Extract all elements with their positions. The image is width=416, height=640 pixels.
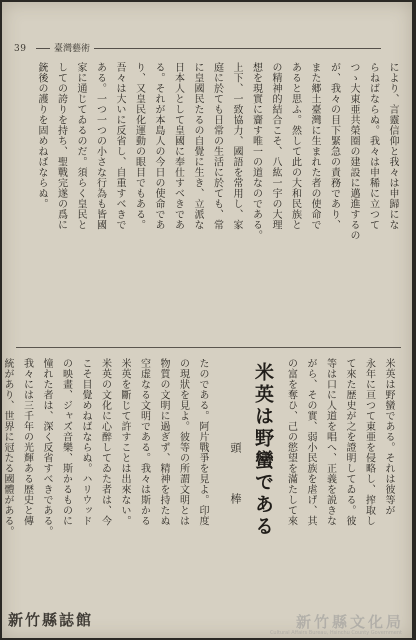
text-column: に皇國民たるの自覺に生き、立派な <box>192 62 203 230</box>
text-column: の精神的結合こそ、八紘一宇の大理 <box>270 62 281 230</box>
text-column: る。それが本島人の今日の使命であ <box>153 62 164 230</box>
text-column: 日本人として皇國に奉仕すべきであ <box>172 62 184 230</box>
magazine-title: 臺灣藝術 <box>50 42 94 56</box>
article-column: の現狀を見よ。彼等の所謂文明とは <box>177 358 189 526</box>
article-column: 憧れた者は、深く反省すべきである。 <box>41 358 52 537</box>
article-column: たのである。阿片戰爭を見よ。印度 <box>197 358 208 526</box>
article-column: 米英を斷じて許すことは出來ない。 <box>119 358 130 526</box>
text-column: が、我々の目下緊急の責務であり、 <box>328 62 340 230</box>
article-column: がら、その實、弱小民族を虐げ、其 <box>305 358 316 526</box>
article-column: の富を奪ひ、己の慾望を滿たして來 <box>285 358 297 526</box>
text-column: 銃後の護りを固めねばならぬ。 <box>36 62 47 209</box>
section-divider <box>16 347 401 348</box>
text-column: 庭に於ても日常の生活に於ても、常 <box>211 62 223 230</box>
article-column: 米英は野蠻である。それは彼等が <box>383 358 394 516</box>
watermark-subtext: Cultural Affairs Bureau, Hsinchu County Government <box>269 630 402 636</box>
article-column: 物質の文明に過ぎず、精神を持たぬ <box>158 358 169 526</box>
page-number: 39 <box>14 44 27 54</box>
article-column: 空虚なる文明である。我々は斯かる <box>138 358 150 526</box>
text-column: ある。一つ一つの小さな行為も皆國 <box>94 62 106 230</box>
archive-stamp: 新竹縣誌館 <box>8 611 94 629</box>
article-column: 永年に亘つて東亜を侵略し、搾取し <box>363 358 375 526</box>
text-column: 家に通じてゐるのだ。須らく皇民と <box>75 62 86 230</box>
page-header <box>14 42 399 56</box>
text-column: 吾々は大いに反省し、自重すべきで <box>114 62 125 230</box>
text-column: あると思ふ。然して此の大和民族と <box>289 62 301 230</box>
text-column: り、又皇民化運動の眼目でもある。 <box>133 62 145 230</box>
article-column: こそ目覺めねばならぬ。ハリウッド <box>80 358 91 526</box>
text-column: つゝ大東亜共榮圈の建設に邁進するの <box>348 62 359 241</box>
text-column: しての誇りを持ち、聖戰完遂の爲に <box>55 62 67 230</box>
article-author: 頭 棒 <box>229 442 242 510</box>
text-column: 上下、一致協力、國語を常用し、家 <box>231 62 242 230</box>
article-column: 我々には三千年の光輝ある歴史と傳 <box>21 358 33 526</box>
text-column: らねばならぬ。我々は申稀に立つて <box>367 62 379 230</box>
magazine-page <box>2 2 412 638</box>
watermark: 新竹縣文化局 <box>295 613 404 631</box>
article-column: て來た歴史が之を證明してゐる。彼 <box>344 358 355 526</box>
article-title: 米英は野蠻である <box>252 362 274 538</box>
article-column: 米英の文化に心醉してゐた者は、今 <box>99 358 111 526</box>
text-column: 想を現實に齎す唯一の道なのである。 <box>250 62 262 241</box>
text-column: また郷土臺灣に生まれた者の使命で <box>309 62 320 230</box>
text-column: により、言靈信仰と我々は申歸にな <box>387 62 398 230</box>
article-column: 等は口に人道を唱へ、正義を説きな <box>324 358 336 526</box>
article-column: の映畫、ジャズ音樂、斯かるものに <box>60 358 72 526</box>
article-column: 統があり、世界に冠たる國體がある。 <box>2 358 13 537</box>
